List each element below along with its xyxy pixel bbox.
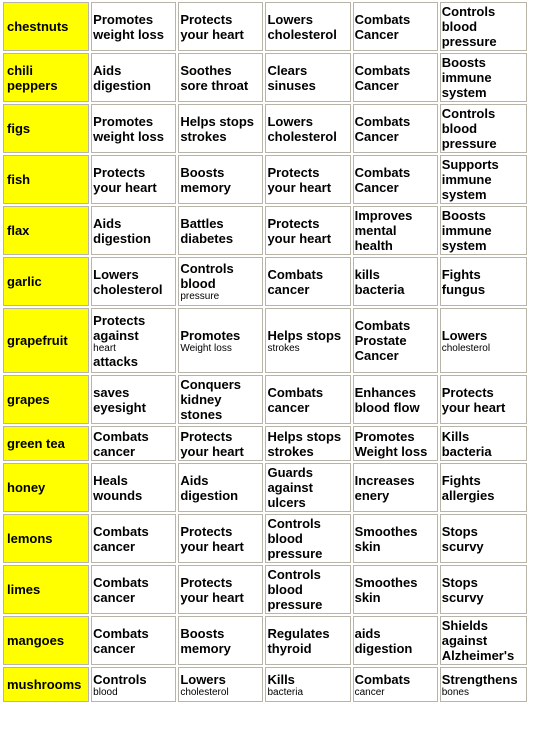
benefit-small-text: blood [93, 686, 118, 698]
food-name-cell: grapefruit [3, 308, 89, 373]
benefit-cell [440, 257, 527, 306]
benefit-cell [440, 514, 527, 563]
benefit-text-line: ulcers [267, 495, 306, 510]
table-row [3, 463, 527, 512]
benefit-cell [91, 155, 176, 204]
benefit-text-line: digestion [354, 640, 413, 656]
food-name-cell: fish [3, 155, 89, 204]
benefit-text-line: Kills [267, 671, 295, 687]
benefit-text-line: Smoothes [354, 574, 418, 590]
benefit-text-line: immune [441, 172, 492, 187]
benefit-cell [440, 616, 527, 665]
benefit-cell [440, 2, 527, 51]
benefit-text-line: Controls [441, 4, 496, 19]
benefit-text-line: blood [180, 276, 216, 291]
benefit-cell [178, 2, 263, 51]
benefit-text-line: weight loss [93, 26, 164, 42]
benefit-text-line: blood [267, 531, 303, 546]
benefit-text-line: Boosts [180, 164, 225, 180]
table-row [3, 257, 527, 306]
benefit-cell [178, 463, 263, 512]
benefit-text-line: strokes [180, 128, 227, 144]
benefit-cell [265, 2, 350, 51]
benefit-text-line: scurvy [441, 538, 484, 554]
benefit-text-line: fungus [441, 281, 486, 297]
benefit-cell [265, 257, 350, 306]
benefit-text-line: Regulates [267, 625, 330, 641]
benefit-text-line: wounds [93, 487, 143, 503]
benefit-text-line: Protects [180, 428, 233, 444]
benefit-text-line: your heart [180, 443, 244, 459]
benefit-small-text: strokes [267, 342, 300, 354]
benefit-text-line: blood flow [354, 399, 420, 415]
benefit-text-line: Boosts [441, 208, 486, 223]
food-name-cell: honey [3, 463, 89, 512]
benefit-text-line: allergies [441, 487, 495, 503]
benefit-text-line: digestion [93, 77, 151, 93]
benefit-text-line: thyroid [267, 640, 312, 656]
benefit-cell [91, 375, 176, 424]
benefit-text-line: pressure [441, 34, 497, 49]
benefit-cell [91, 616, 176, 665]
benefit-cell [353, 426, 438, 461]
benefit-cell [178, 104, 263, 153]
benefit-text-line: sore throat [180, 77, 249, 93]
benefit-text-line: immune [441, 223, 492, 238]
benefit-cell [178, 616, 263, 665]
benefit-text-line: Promotes [93, 113, 154, 129]
benefit-cell [353, 514, 438, 563]
benefit-text-line: Supports [441, 157, 499, 172]
benefit-text-line: Alzheimer's [441, 648, 515, 663]
benefit-cell [91, 206, 176, 255]
benefit-text-line: your heart [180, 538, 244, 554]
benefit-text-line: Cancer [354, 26, 399, 42]
benefit-text-line: against [267, 480, 313, 495]
benefit-cell [91, 565, 176, 614]
table-row [3, 104, 527, 153]
food-name-cell: lemons [3, 514, 89, 563]
benefit-cell [91, 514, 176, 563]
benefit-text-line: your heart [180, 26, 244, 42]
benefit-text-line: cholesterol [267, 128, 337, 144]
benefit-cell [440, 104, 527, 153]
benefit-cell [353, 104, 438, 153]
benefit-text-line: Stops [441, 574, 478, 590]
benefit-text-line: blood [441, 19, 478, 34]
benefit-cell [440, 667, 527, 702]
benefit-small-text: bacteria [267, 686, 304, 698]
benefit-cell [353, 667, 438, 702]
benefit-text-line: digestion [93, 230, 151, 246]
benefit-cell [178, 206, 263, 255]
benefit-cell [265, 375, 350, 424]
benefit-text-line: strokes [267, 443, 314, 459]
benefit-cell [265, 426, 350, 461]
benefit-small-text: cancer [354, 686, 385, 698]
benefit-text-line: Soothes [180, 62, 232, 78]
benefit-text-line: skin [354, 589, 381, 605]
food-name-cell: limes [3, 565, 89, 614]
benefit-cell [91, 2, 176, 51]
benefit-small-text: pressure [180, 291, 220, 302]
benefit-text-line: cancer [267, 399, 310, 415]
benefit-cell [178, 257, 263, 306]
benefit-text-line: diabetes [180, 230, 234, 246]
benefit-cell [178, 155, 263, 204]
benefit-cell [265, 206, 350, 255]
benefit-text-line: immune [441, 70, 492, 85]
benefit-text-line: Conquers [180, 377, 241, 392]
benefit-text-line: saves [93, 384, 130, 400]
benefit-text-line: Combats [354, 671, 411, 687]
benefit-cell [440, 463, 527, 512]
benefit-text-line: Shields [441, 618, 488, 633]
benefit-text-line: Helps stops [267, 327, 342, 343]
benefit-text-line: attacks [93, 353, 138, 369]
benefit-text-line: Controls [441, 106, 496, 121]
benefit-text-line: pressure [441, 136, 497, 151]
table-row [3, 565, 527, 614]
benefit-text-line: cholesterol [267, 26, 337, 42]
benefit-text-line: cancer [93, 443, 136, 459]
benefit-cell [440, 53, 527, 102]
benefit-text-line: Battles [180, 215, 224, 231]
food-name-cell: green tea [3, 426, 89, 461]
benefit-small-text: cholesterol [441, 342, 491, 354]
benefit-text-line: Cancer [354, 348, 399, 363]
benefit-cell [353, 308, 438, 373]
benefit-text-line: Boosts [441, 55, 486, 70]
food-benefits-table [1, 0, 529, 704]
benefit-text-line: enery [354, 487, 390, 503]
table-row [3, 53, 527, 102]
table-row [3, 155, 527, 204]
benefit-text-line: Helps stops [267, 428, 342, 444]
benefit-cell [265, 565, 350, 614]
benefit-text-line: weight loss [93, 128, 164, 144]
benefit-cell [353, 616, 438, 665]
benefit-cell [440, 206, 527, 255]
benefit-text-line: Combats [354, 62, 411, 78]
benefit-cell [178, 565, 263, 614]
benefit-cell [178, 667, 263, 702]
benefit-text-line: scurvy [441, 589, 484, 605]
benefit-text-line: skin [354, 538, 381, 554]
benefit-text-line: Helps stops [180, 113, 254, 129]
benefit-small-text: cholesterol [180, 686, 229, 698]
benefit-text-line: Boosts [180, 625, 225, 641]
benefit-text-line: your heart [267, 230, 332, 246]
benefit-text-line: health [354, 238, 393, 253]
benefit-cell [353, 565, 438, 614]
benefit-cell [353, 375, 438, 424]
benefit-cell [353, 2, 438, 51]
table-row [3, 514, 527, 563]
benefit-cell [91, 463, 176, 512]
benefit-text-line: Protects [93, 312, 146, 328]
benefit-text-line: Combats [93, 428, 149, 444]
benefit-text-line: cholesterol [93, 281, 163, 297]
benefit-cell [91, 308, 176, 373]
benefit-cell [265, 104, 350, 153]
benefit-text-line: Controls [93, 671, 147, 687]
benefit-text-line: bacteria [441, 443, 492, 459]
benefit-cell [440, 308, 527, 373]
benefit-text-line: Promotes [180, 327, 241, 343]
table-row [3, 667, 527, 702]
benefit-text-line: cancer [93, 589, 136, 605]
benefit-text-line: mental [354, 223, 397, 238]
table-row [3, 375, 527, 424]
table-row [3, 308, 527, 373]
benefit-cell [265, 616, 350, 665]
benefit-text-line: your heart [93, 179, 157, 195]
benefit-text-line: Controls [267, 567, 321, 582]
table-body [3, 2, 527, 702]
benefit-cell [440, 565, 527, 614]
benefit-text-line: Protects [441, 384, 494, 400]
benefit-text-line: your heart [267, 179, 332, 195]
benefit-text-line: Protects [267, 215, 320, 231]
benefit-cell [91, 257, 176, 306]
table-row [3, 206, 527, 255]
benefit-text-line: kills [354, 266, 380, 282]
benefit-text-line: Fights [441, 472, 481, 488]
benefit-cell [178, 514, 263, 563]
food-name-cell: chili peppers [3, 53, 89, 102]
benefit-text-line: Improves [354, 208, 413, 223]
benefit-text-line: Protects [267, 164, 320, 180]
benefit-text-line: Lowers [180, 671, 226, 687]
benefit-text-line: Lowers [441, 327, 488, 343]
benefit-text-line: Combats [354, 113, 411, 129]
benefit-text-line: Combats [93, 574, 149, 590]
benefit-cell [265, 667, 350, 702]
benefit-cell [440, 426, 527, 461]
benefit-text-line: Controls [180, 261, 234, 276]
benefit-text-line: Prostate [354, 333, 407, 348]
benefit-text-line: against [93, 327, 139, 343]
benefit-text-line: sinuses [267, 77, 316, 93]
benefit-cell [265, 308, 350, 373]
benefit-text-line: cancer [93, 538, 136, 554]
benefit-text-line: Promotes [93, 11, 154, 27]
benefit-text-line: Protects [93, 164, 146, 180]
food-name-cell: mangoes [3, 616, 89, 665]
table-row [3, 426, 527, 461]
benefit-text-line: Protects [180, 574, 233, 590]
benefit-cell [440, 375, 527, 424]
benefit-text-line: Lowers [93, 266, 139, 282]
benefit-cell [91, 426, 176, 461]
benefit-cell [265, 514, 350, 563]
benefit-cell [178, 308, 263, 373]
benefit-text-line: Stops [441, 523, 478, 539]
benefit-text-line: against [441, 633, 488, 648]
benefit-text-line: your heart [441, 399, 506, 415]
benefit-text-line: Clears [267, 62, 308, 78]
benefit-cell [265, 53, 350, 102]
food-name-cell: flax [3, 206, 89, 255]
benefit-text-line: system [441, 187, 487, 202]
benefit-text-line: eyesight [93, 399, 146, 415]
benefit-cell [91, 104, 176, 153]
benefit-text-line: memory [180, 179, 231, 195]
benefit-text-line: Combats [354, 164, 411, 180]
benefit-text-line: pressure [267, 597, 323, 612]
benefit-text-line: your heart [180, 589, 244, 605]
table-row [3, 616, 527, 665]
benefit-text-line: pressure [267, 546, 323, 561]
benefit-cell [353, 463, 438, 512]
benefit-text-line: memory [180, 640, 231, 656]
benefit-cell [353, 155, 438, 204]
benefit-text-line: Increases [354, 472, 415, 488]
benefit-text-line: Combats [93, 625, 149, 641]
benefit-text-line: Protects [180, 11, 233, 27]
benefit-text-line: cancer [267, 281, 310, 297]
benefit-text-line: digestion [180, 487, 239, 503]
food-name-cell: grapes [3, 375, 89, 424]
benefit-cell [178, 426, 263, 461]
benefit-text-line: Enhances [354, 384, 417, 400]
benefit-text-line: Strengthens [441, 671, 518, 687]
benefit-cell [91, 667, 176, 702]
benefit-small-text: heart [93, 342, 116, 354]
benefit-text-line: Aids [180, 472, 209, 488]
benefit-cell [91, 53, 176, 102]
benefit-text-line: Combats [93, 523, 149, 539]
benefit-text-line: Lowers [267, 113, 313, 129]
benefit-cell [265, 463, 350, 512]
benefit-text-line: Guards [267, 465, 313, 480]
food-name-cell: figs [3, 104, 89, 153]
benefit-text-line: blood [441, 121, 478, 136]
benefit-text-line: Combats [354, 318, 411, 333]
food-name-cell: mushrooms [3, 667, 89, 702]
benefit-cell [178, 375, 263, 424]
benefit-text-line: Weight loss [354, 443, 428, 459]
benefit-text-line: aids [354, 625, 381, 641]
benefit-text-line: Kills [441, 428, 470, 444]
benefit-text-line: Heals [93, 472, 128, 488]
benefit-text-line: stones [180, 407, 223, 422]
benefit-text-line: Cancer [354, 128, 399, 144]
benefit-text-line: Combats [267, 266, 324, 282]
benefit-text-line: Cancer [354, 77, 399, 93]
benefit-text-line: system [441, 238, 487, 253]
benefit-text-line: bacteria [354, 281, 405, 297]
benefit-text-line: Promotes [354, 428, 415, 444]
benefit-small-text: Weight loss [180, 342, 232, 354]
benefit-text-line: Controls [267, 516, 321, 531]
benefit-text-line: Smoothes [354, 523, 418, 539]
benefit-cell [353, 53, 438, 102]
benefit-text-line: Combats [354, 11, 411, 27]
table-row [3, 2, 527, 51]
benefit-text-line: Combats [267, 384, 324, 400]
benefit-cell [440, 155, 527, 204]
benefit-text-line: system [441, 85, 487, 100]
benefit-cell [178, 53, 263, 102]
benefit-text-line: cancer [93, 640, 136, 656]
benefit-cell [353, 257, 438, 306]
benefit-text-line: blood [267, 582, 303, 597]
food-name-cell: chestnuts [3, 2, 89, 51]
benefit-text-line: Cancer [354, 179, 399, 195]
benefit-small-text: bones [441, 686, 469, 698]
benefit-cell [265, 155, 350, 204]
benefit-text-line: Fights [441, 266, 481, 282]
benefit-cell [353, 206, 438, 255]
food-name-cell: garlic [3, 257, 89, 306]
benefit-text-line: kidney [180, 392, 222, 407]
benefit-text-line: Aids [93, 215, 122, 231]
benefit-text-line: Protects [180, 523, 233, 539]
benefit-text-line: Aids [93, 62, 122, 78]
benefit-text-line: Lowers [267, 11, 313, 27]
